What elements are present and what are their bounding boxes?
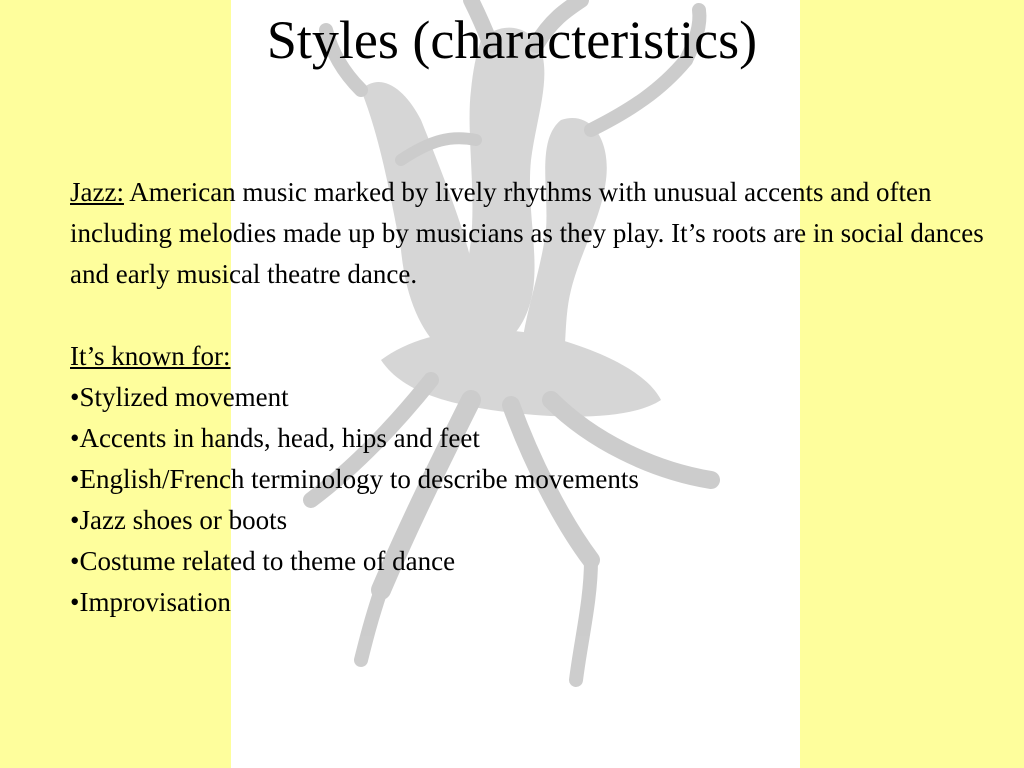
list-item: •Improvisation <box>70 587 231 617</box>
list-item: •Costume related to theme of dance <box>70 546 456 576</box>
definition-text: American music marked by lively rhythms with unusual accents and often including melodies made up by musicians as they play. It’s roots are in social dances and early musical theatre dance. <box>70 177 984 289</box>
list-item: •English/French terminology to describe movements <box>70 464 639 494</box>
list-item: •Jazz shoes or boots <box>70 505 288 535</box>
known-for-heading: It’s known for: <box>70 341 231 371</box>
definition-term: Jazz: <box>70 177 124 207</box>
spacer <box>70 295 1005 336</box>
characteristics-list <box>70 377 1005 623</box>
list-item: •Stylized movement <box>70 382 289 412</box>
list-item: •Accents in hands, head, hips and feet <box>70 423 480 453</box>
slide-body <box>70 172 1005 623</box>
slide-title: Styles (characteristics) <box>266 10 758 70</box>
definition-paragraph <box>70 172 1005 295</box>
